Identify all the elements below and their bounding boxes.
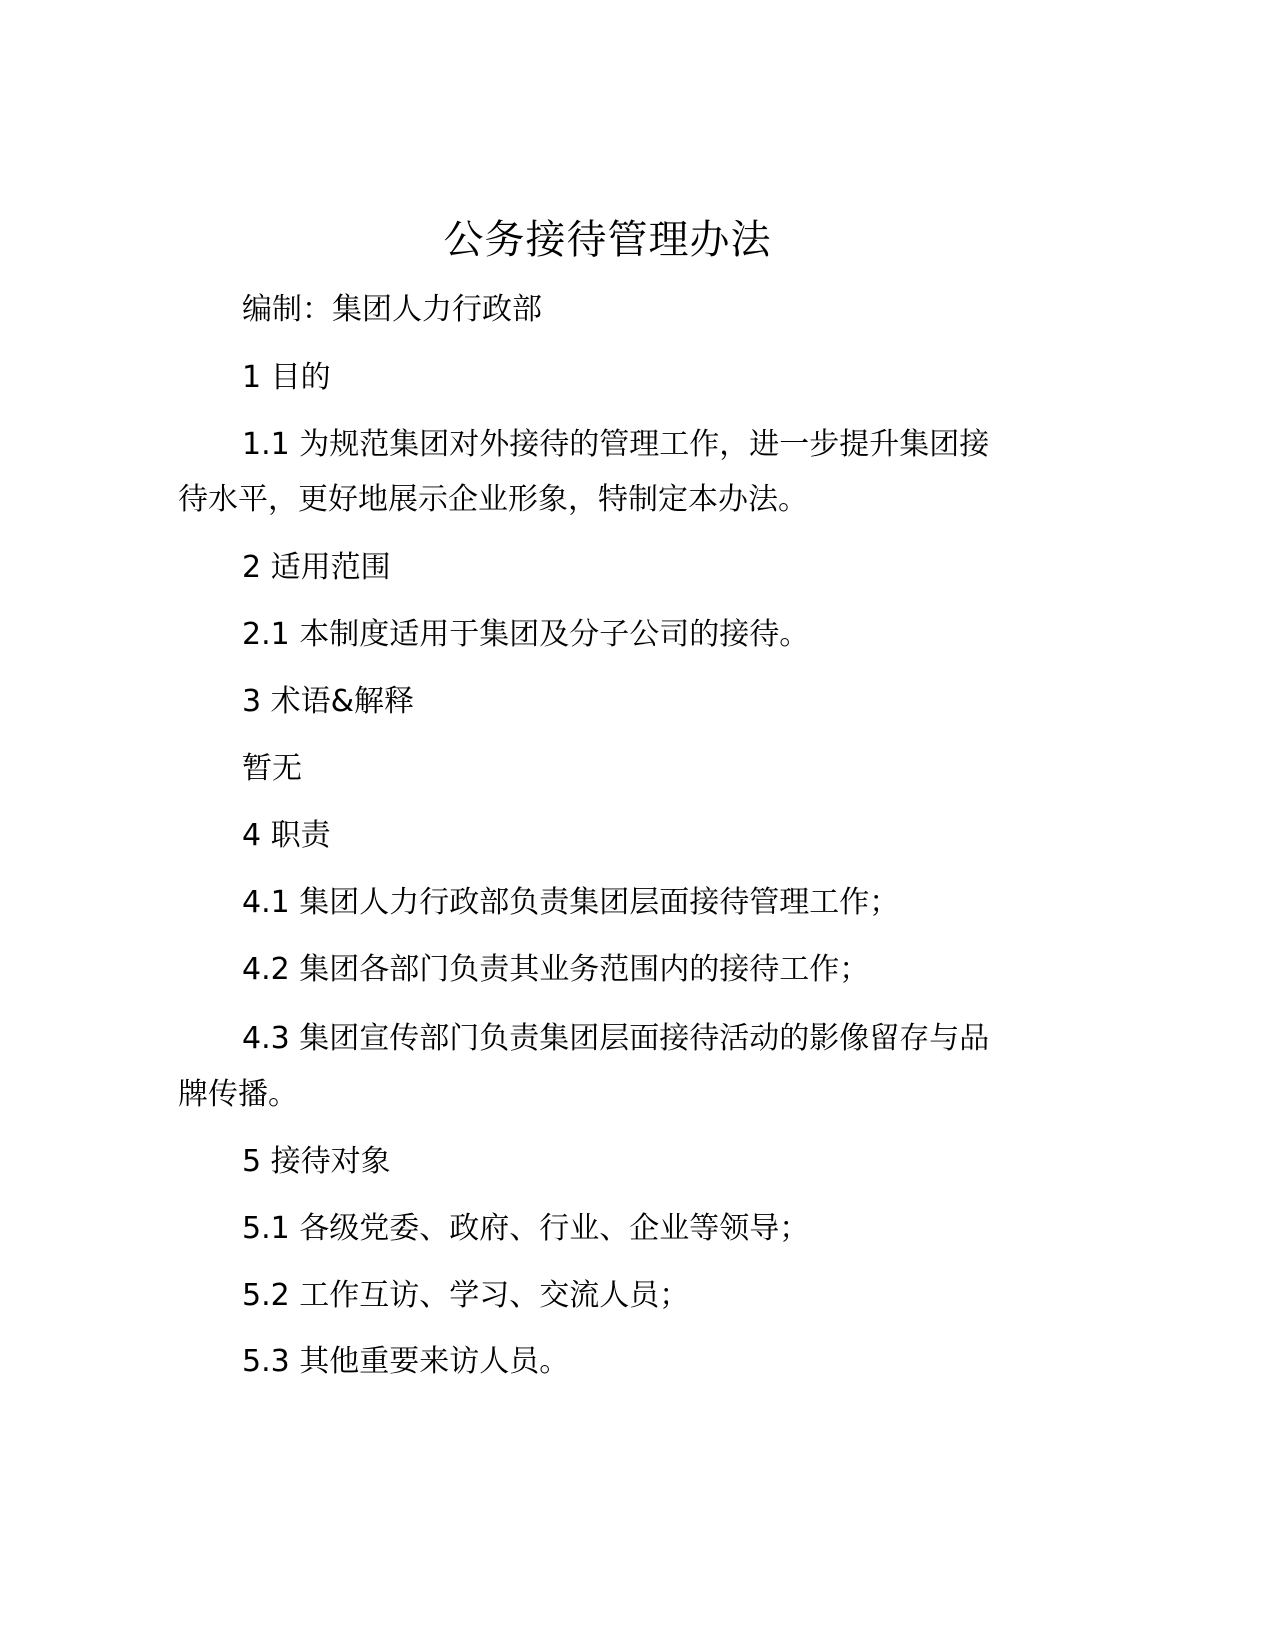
paragraph-4-3: 4.3 集团宣传部门负责集团层面接待活动的影像留存与品 [242,1021,990,1056]
section-heading-reception-targets: 5 接待对象 [242,1144,391,1179]
paragraph-1-1: 1.1 为规范集团对外接待的管理工作，进一步提升集团接 [242,427,990,462]
paragraph-5-3: 5.3 其他重要来访人员。 [242,1344,570,1379]
paragraph-terms-none: 暂无 [242,751,302,786]
section-heading-terms: 3 术语&解释 [242,684,415,719]
section-heading-duties: 4 职责 [242,818,331,853]
section-heading-scope: 2 适用范围 [242,550,391,585]
paragraph-5-1: 5.1 各级党委、政府、行业、企业等领导； [242,1211,810,1246]
section-heading-purpose: 1 目的 [242,360,331,395]
paragraph-4-1: 4.1 集团人力行政部负责集团层面接待管理工作； [242,885,900,920]
document-title: 公务接待管理办法 [443,217,772,263]
compiler-line: 编制：集团人力行政部 [242,292,542,327]
paragraph-1-1-continued: 待水平，更好地展示企业形象，特制定本办法。 [178,482,808,517]
paragraph-5-2: 5.2 工作互访、学习、交流人员； [242,1278,690,1313]
paragraph-4-3-continued: 牌传播。 [178,1077,298,1112]
paragraph-4-2: 4.2 集团各部门负责其业务范围内的接待工作； [242,952,870,987]
paragraph-2-1: 2.1 本制度适用于集团及分子公司的接待。 [242,617,810,652]
